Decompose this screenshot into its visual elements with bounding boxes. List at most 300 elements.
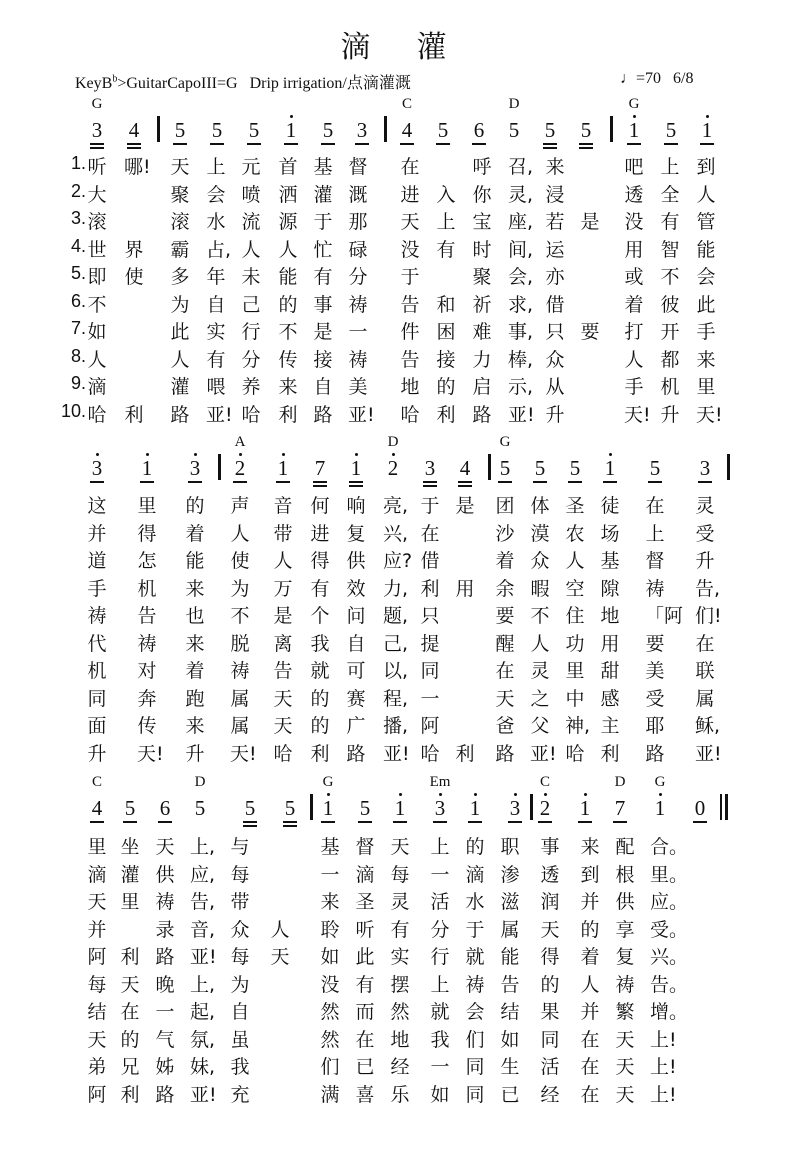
lyric-char: 于 <box>465 918 485 941</box>
lyric-char: 告 <box>137 605 157 627</box>
octave-dot <box>239 453 242 456</box>
duration-underline <box>123 821 137 823</box>
lyric-char: 天 <box>400 211 420 233</box>
lyric-char: 养 <box>241 376 261 398</box>
note <box>172 118 188 143</box>
lyric-char: 占, <box>206 238 232 261</box>
lyric-char: 在 <box>695 632 715 655</box>
lyric-char: 一 <box>430 863 450 886</box>
note <box>246 118 262 143</box>
lyric-char: 力 <box>472 348 492 371</box>
lyric-char: 有 <box>206 348 226 371</box>
lyric-char: 天 <box>615 1056 635 1078</box>
lyric-char: 的 <box>120 1028 140 1051</box>
lyric-char: 人 <box>241 238 261 261</box>
lyric-char: 圣 <box>565 495 585 517</box>
lyric-char: 事, <box>508 321 534 343</box>
chord-symbol: C <box>91 774 103 790</box>
duration-underline <box>243 825 257 827</box>
lyric-char: 而 <box>355 1001 375 1023</box>
lyric-char: 并 <box>87 918 107 941</box>
lyric-char: 用 <box>600 632 620 655</box>
duration-underline <box>472 143 486 145</box>
note <box>532 456 548 481</box>
verse-number: 7. <box>70 318 86 338</box>
lyric-char: 来 <box>185 577 205 600</box>
lyric-char: 只 <box>545 321 565 343</box>
lyric-char: 灌 <box>170 376 190 398</box>
duration-underline <box>433 821 447 823</box>
lyric-char: 利 <box>455 742 475 765</box>
lyric-char: 个 <box>310 605 330 627</box>
octave-dot <box>194 453 197 456</box>
lyric-char: 事 <box>540 836 560 858</box>
lyric-char: 同 <box>420 660 440 682</box>
lyric-char: 来 <box>696 348 716 371</box>
lyric-char: 祷 <box>230 660 250 682</box>
lyric-char: 告, <box>190 891 216 913</box>
lyric-char: 们! <box>695 605 722 627</box>
note <box>122 796 138 821</box>
lyric-char: 上, <box>190 973 216 996</box>
lyric-char: 天 <box>390 836 410 858</box>
lyric-char: 力, <box>383 577 409 600</box>
lyric-char: 上 <box>206 156 226 178</box>
lyric-char: 已 <box>355 1056 375 1078</box>
lyric-char: 赛 <box>346 687 366 710</box>
lyric-char: 住 <box>565 605 585 627</box>
lyric-char: 不 <box>230 605 250 627</box>
note <box>567 456 583 481</box>
lyric-char: 祷 <box>615 973 635 996</box>
lyric-char: 会 <box>206 183 226 206</box>
lyric-char: 奔 <box>137 687 157 710</box>
lyric-char: 座, <box>508 211 534 233</box>
lyric-char: 升 <box>695 550 715 572</box>
note <box>697 456 713 481</box>
lyric-char: 霸 <box>170 238 190 261</box>
chord-symbol: C <box>539 774 551 790</box>
lyric-char: 接 <box>313 348 333 371</box>
note-digit: 5 <box>665 118 677 142</box>
lyric-char: 果 <box>540 1001 560 1023</box>
lyric-char: 督 <box>355 836 375 858</box>
lyric-char: 面 <box>87 715 107 737</box>
octave-dot <box>146 453 149 456</box>
lyric-char: 进 <box>310 522 330 545</box>
lyric-char: 滴 <box>465 863 485 886</box>
lyric-char: 农 <box>565 522 585 545</box>
note-digit: 3 <box>356 118 368 142</box>
lyric-char: 己, <box>383 632 409 655</box>
note <box>542 118 558 143</box>
lyric-char: 路 <box>313 403 333 426</box>
lyric-char: 不 <box>87 293 107 316</box>
lyric-char: 亚! <box>530 742 557 765</box>
lyric-char: 天! <box>230 742 257 765</box>
lyric-char: 声 <box>230 495 250 517</box>
duration-underline <box>393 821 407 823</box>
chord-symbol: C <box>401 96 413 112</box>
lyric-char: 属 <box>230 715 250 737</box>
lyric-char: 灵, <box>508 183 534 206</box>
lyric-char: 乐 <box>390 1083 410 1106</box>
lyric-char: 的 <box>278 293 298 316</box>
note-digit: 4 <box>459 456 471 480</box>
subtitle: Drip irrigation/点滴灌溉 <box>249 75 411 92</box>
lyric-char: 不 <box>530 605 550 627</box>
lyric-char: 音 <box>273 495 293 517</box>
lyric-char: 祈 <box>472 293 492 316</box>
octave-dot <box>327 793 330 796</box>
lyric-char: 要 <box>495 605 515 627</box>
lyric-char: 上! <box>650 1056 677 1078</box>
lyric-char: 人 <box>565 550 585 572</box>
octave-dot <box>355 453 358 456</box>
lyric-char: 哈 <box>400 403 420 426</box>
octave-dot <box>290 115 293 118</box>
lyric-char: 为 <box>230 577 250 600</box>
lyric-char: 祷 <box>348 293 368 316</box>
lyric-char: 难 <box>472 321 492 343</box>
octave-dot <box>474 793 477 796</box>
note <box>467 796 483 821</box>
lyric-char: 地 <box>390 1028 410 1051</box>
lyric-char: 人 <box>270 918 290 941</box>
lyric-char: 上, <box>190 836 216 858</box>
lyric-char: 传 <box>278 348 298 371</box>
note <box>320 796 336 821</box>
note-digit: 1 <box>604 456 616 480</box>
lyric-char: 时 <box>472 238 492 261</box>
lyric-char: 哈 <box>565 742 585 765</box>
lyric-char: 不 <box>278 321 298 343</box>
lyric-char: 智 <box>660 238 680 261</box>
lyric-char: 灌 <box>120 863 140 886</box>
lyric-char: 每 <box>390 863 410 886</box>
lyric-char: 众 <box>545 348 565 371</box>
chord-symbol: G <box>628 96 640 112</box>
lyric-char: 配 <box>615 836 635 858</box>
lyric-char: 人 <box>273 550 293 572</box>
lyric-char: 父 <box>530 715 550 737</box>
chord-symbol: G <box>499 434 511 450</box>
lyric-char: 忙 <box>313 238 333 261</box>
lyric-char: 你 <box>472 183 492 206</box>
duration-underline <box>313 481 327 483</box>
chord-symbol: G <box>322 774 334 790</box>
lyric-char: 世 <box>87 238 107 261</box>
note <box>312 456 328 481</box>
double-barline-thick <box>725 794 728 820</box>
lyric-char: 可 <box>346 660 366 682</box>
lyric-char: 召, <box>508 156 534 178</box>
lyric-char: 启 <box>472 376 492 398</box>
note <box>578 118 594 143</box>
note-digit: 3 <box>91 118 103 142</box>
lyric-char: 应, <box>190 863 216 886</box>
lyric-char: 来 <box>185 632 205 655</box>
lyric-char: 路 <box>645 742 665 765</box>
lyric-char: 告 <box>400 293 420 316</box>
lyric-char: 管 <box>696 211 716 233</box>
note-digit: 6 <box>473 118 485 142</box>
lyric-char: 机 <box>660 376 680 398</box>
lyric-char: 亚! <box>206 403 233 426</box>
note <box>89 118 105 143</box>
lyric-char: 来 <box>580 836 600 858</box>
lyric-char: 已 <box>500 1083 520 1106</box>
lyric-char: 听 <box>355 918 375 941</box>
lyric-char: 自 <box>313 376 333 398</box>
lyric-char: 行 <box>241 321 261 343</box>
lyric-char: 脱 <box>230 632 250 655</box>
lyric-char: 能 <box>696 238 716 261</box>
lyric-char: 属 <box>695 687 715 710</box>
lyric-char: 上! <box>650 1028 677 1051</box>
note-digit: 5 <box>211 118 223 142</box>
note-digit: 1 <box>579 796 591 820</box>
lyric-char: 己 <box>241 293 261 316</box>
lyric-char: 对 <box>137 660 157 682</box>
note-digit: 5 <box>322 118 334 142</box>
duration-underline <box>90 147 104 149</box>
lyric-char: 然 <box>320 1028 340 1051</box>
lyric-char: 上 <box>645 522 665 545</box>
lyric-char: 祷 <box>137 632 157 655</box>
duration-underline <box>210 143 224 145</box>
tempo: ♩=70 <box>620 70 662 87</box>
lyric-char: 人 <box>170 348 190 371</box>
lyric-char: 手 <box>87 577 107 600</box>
duration-underline <box>664 143 678 145</box>
lyric-char: 一 <box>155 1001 175 1023</box>
lyric-char: 机 <box>137 577 157 600</box>
lyric-char: 哪! <box>124 156 151 178</box>
lyric-char: 每 <box>230 863 250 886</box>
lyric-char: 天! <box>137 742 164 765</box>
lyric-char: 受 <box>645 687 665 710</box>
lyric-char: 着 <box>495 550 515 572</box>
lyric-char: 天 <box>87 891 107 913</box>
lyric-char: 亚! <box>348 403 375 426</box>
lyric-char: 透 <box>624 183 644 206</box>
verse-number: 2. <box>70 180 86 201</box>
duration-underline <box>349 485 363 487</box>
octave-dot <box>96 453 99 456</box>
lyric-char: 团 <box>495 495 515 517</box>
duration-underline <box>458 481 472 483</box>
lyric-char: 会 <box>465 1001 485 1023</box>
note-digit: 5 <box>499 456 511 480</box>
lyric-char: 路 <box>170 403 190 426</box>
duration-underline <box>579 147 593 149</box>
lyric-char: 就 <box>310 660 330 682</box>
lyric-char: 余 <box>495 577 515 600</box>
title-char: 灌 <box>416 30 449 65</box>
lyric-char: 有 <box>313 266 333 288</box>
lyric-char: 传 <box>137 715 157 737</box>
lyric-char: 姊 <box>155 1056 175 1078</box>
lyric-char: 用 <box>455 577 475 600</box>
lyric-char: 坐 <box>120 836 140 858</box>
lyric-char: 同 <box>87 687 107 710</box>
lyric-char: 是 <box>313 321 333 343</box>
title-char: 滴 <box>340 30 373 65</box>
lyric-char: 来 <box>545 156 565 178</box>
note <box>232 456 248 481</box>
lyric-char: 职 <box>500 836 520 858</box>
lyric-char: 众 <box>230 918 250 941</box>
lyric-char: 人 <box>87 348 107 371</box>
barline <box>218 454 221 480</box>
note <box>626 118 642 143</box>
lyric-char: 氛, <box>190 1028 216 1051</box>
lyric-char: 告, <box>695 577 721 600</box>
lyric-char: 的 <box>310 715 330 737</box>
lyric-char: 棒, <box>508 348 534 371</box>
lyric-char: 彼 <box>660 293 680 316</box>
octave-dot <box>392 453 395 456</box>
duration-underline <box>468 821 482 823</box>
note <box>192 796 208 821</box>
lyric-char: 于 <box>313 211 333 233</box>
lyric-char: 来 <box>185 715 205 737</box>
lyric-char: 告 <box>400 348 420 371</box>
lyric-char: 如 <box>500 1028 520 1051</box>
lyric-char: 间, <box>508 238 534 261</box>
octave-dot <box>584 793 587 796</box>
lyric-char: 功 <box>565 632 585 655</box>
duration-underline <box>508 821 522 823</box>
chord-symbol: A <box>234 434 246 450</box>
note <box>357 796 373 821</box>
lyric-char: 万 <box>273 577 293 600</box>
lyric-char: 喂 <box>206 376 226 398</box>
lyric-char: 亚! <box>190 1083 217 1106</box>
lyric-char: 播, <box>383 715 409 737</box>
lyric-char: 若 <box>545 211 565 233</box>
lyric-char: 天! <box>624 403 651 426</box>
lyric-char: 满 <box>320 1083 340 1106</box>
note <box>612 796 628 821</box>
lyric-char: 里。 <box>650 863 689 886</box>
lyric-char: 是 <box>580 211 600 233</box>
note-digit: 5 <box>437 118 449 142</box>
note-digit: 3 <box>91 456 103 480</box>
lyric-char: 滚 <box>170 211 190 233</box>
lyric-char: 兴。 <box>650 946 689 968</box>
lyric-char: 透 <box>540 863 560 886</box>
duration-underline <box>355 143 369 145</box>
duration-underline <box>140 481 154 483</box>
lyric-char: 和 <box>436 293 456 316</box>
chord-symbol: G <box>91 96 103 112</box>
duration-underline <box>698 481 712 483</box>
lyric-char: 生 <box>500 1056 520 1078</box>
duration-underline <box>247 143 261 145</box>
time-signature: 6/8 <box>673 70 694 87</box>
note-digit: 5 <box>248 118 260 142</box>
lyric-char: 使 <box>230 550 250 572</box>
note-digit: 1 <box>322 796 334 820</box>
lyric-char: 告 <box>273 660 293 682</box>
lyric-char: 在 <box>495 660 515 682</box>
note-digit: 1 <box>469 796 481 820</box>
chord-symbol: G <box>654 774 666 790</box>
lyric-char: 利 <box>124 403 144 426</box>
note <box>139 456 155 481</box>
lyric-char: 道 <box>87 550 107 572</box>
lyric-char: 就 <box>430 1001 450 1023</box>
lyric-char: 分 <box>241 348 261 371</box>
lyric-char: 溉 <box>348 183 368 206</box>
lyric-char: 祷 <box>348 348 368 371</box>
note-digit: 5 <box>194 796 206 820</box>
lyric-char: 入 <box>436 183 456 206</box>
duration-underline <box>613 821 627 823</box>
lyric-char: 行 <box>430 946 450 968</box>
note <box>663 118 679 143</box>
octave-dot <box>514 793 517 796</box>
lyric-char: 实 <box>206 321 226 343</box>
lyric-char: 带 <box>273 522 293 545</box>
note-digit: 5 <box>544 118 556 142</box>
lyric-char: 那 <box>348 211 368 233</box>
lyric-char: 何 <box>310 495 330 517</box>
lyric-char: 代 <box>87 632 107 655</box>
lyric-char: 困 <box>436 321 456 343</box>
barline <box>530 794 533 820</box>
lyric-char: 哈 <box>273 742 293 765</box>
lyric-char: 得 <box>310 550 330 572</box>
lyric-char: 供 <box>155 863 175 886</box>
lyric-char: 地 <box>400 376 420 398</box>
lyric-char: 利 <box>420 577 440 600</box>
note <box>283 118 299 143</box>
lyric-char: 在 <box>580 1028 600 1051</box>
lyric-char: 气 <box>155 1028 175 1051</box>
lyric-char: 地 <box>600 605 620 627</box>
lyric-char: 兴, <box>383 522 409 545</box>
note <box>647 456 663 481</box>
lyric-char: 全 <box>660 183 680 206</box>
lyric-char: 这 <box>87 495 107 517</box>
lyric-char: 告。 <box>650 973 689 996</box>
verse-number: 4. <box>70 235 86 256</box>
lyric-char: 人 <box>530 632 550 655</box>
lyric-char: 的 <box>310 687 330 710</box>
lyric-char: 受 <box>695 522 715 545</box>
note <box>209 118 225 143</box>
lyric-char: 充 <box>230 1083 250 1106</box>
lyric-char: 响 <box>346 495 366 517</box>
note-digit: 5 <box>569 456 581 480</box>
lyric-char: 复 <box>346 522 366 545</box>
note <box>471 118 487 143</box>
lyric-char: 用 <box>624 238 644 261</box>
lyric-char: 阿 <box>87 946 107 968</box>
lyric-char: 亚! <box>383 742 410 765</box>
duration-underline <box>243 821 257 823</box>
lyric-char: 为 <box>230 973 250 996</box>
lyric-char: 程, <box>383 687 409 710</box>
lyric-char: 滴 <box>355 863 375 886</box>
note-digit: 6 <box>159 796 171 820</box>
lyric-char: 人 <box>230 522 250 545</box>
lyric-char: 利 <box>120 946 140 968</box>
lyric-char: 供 <box>346 550 366 572</box>
